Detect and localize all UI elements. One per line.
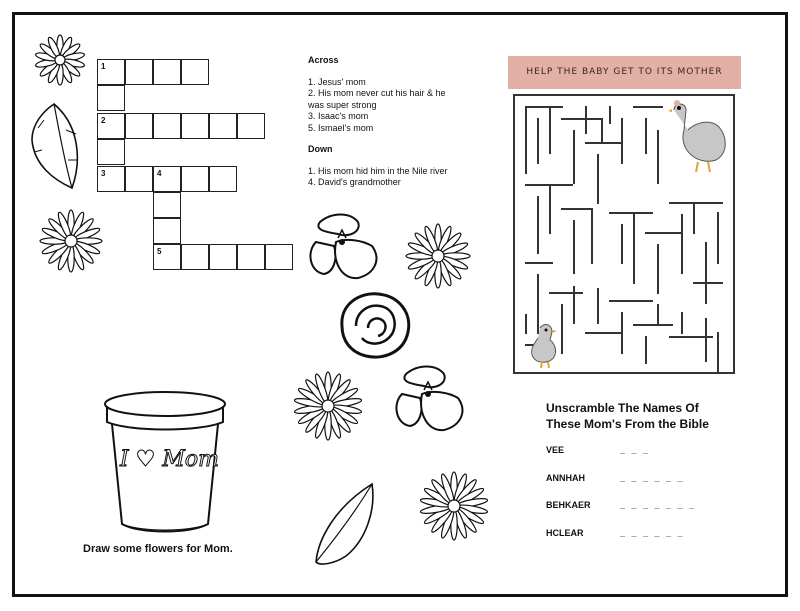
crossword-cell[interactable] [153, 218, 181, 244]
scrambled-word: VEE [546, 445, 565, 455]
clue-number: 4 [157, 169, 162, 178]
scrambled-word: HCLEAR [546, 528, 584, 538]
crossword-cell[interactable] [209, 113, 237, 139]
crossword-cell[interactable] [97, 59, 125, 85]
daisy-icon [404, 222, 472, 290]
crossword-cell[interactable] [153, 244, 181, 270]
answer-blanks[interactable]: _ _ _ _ _ _ [620, 473, 685, 483]
crossword-cell[interactable] [125, 59, 153, 85]
scrambled-word: ANNHAH [546, 473, 585, 483]
crossword-cell[interactable] [181, 59, 209, 85]
hen-icon [668, 100, 730, 175]
crossword-cell[interactable] [265, 244, 293, 270]
crossword-cell[interactable] [125, 166, 153, 192]
clue-number: 2 [101, 116, 106, 125]
unscramble-title-line: Unscramble The Names Of [546, 401, 699, 415]
clue-line: 4. David's grandmother [308, 177, 401, 187]
clue-number: 5 [157, 247, 162, 256]
daisy-icon [30, 30, 90, 90]
across-heading: Across [308, 55, 339, 65]
scrambled-word: BEHKAER [546, 500, 591, 510]
crossword-cell[interactable] [97, 139, 125, 165]
crossword-cell[interactable] [97, 85, 125, 111]
maze-banner: HELP THE BABY GET TO ITS MOTHER [508, 56, 741, 89]
crossword-cell[interactable] [181, 113, 209, 139]
crossword-cell[interactable] [153, 166, 181, 192]
leaf-icon [24, 100, 84, 195]
crossword-cell[interactable] [181, 244, 209, 270]
rose-icon [334, 290, 414, 362]
crossword-cell[interactable] [153, 59, 181, 85]
clue-line: 3. Isaac's mom [308, 111, 369, 121]
draw-caption: Draw some flowers for Mom. [83, 543, 233, 555]
answer-blanks[interactable]: _ _ _ _ _ _ _ [620, 500, 697, 510]
unscramble-title [546, 400, 776, 432]
crossword-cell[interactable] [237, 244, 265, 270]
crossword-cell[interactable] [153, 113, 181, 139]
down-heading: Down [308, 144, 333, 154]
clue-line: 5. Ismael's mom [308, 122, 374, 133]
clue-line: 1. His mom hid him in the Nile river [308, 165, 448, 176]
pot-lettering: I ♥ Mom [120, 447, 220, 472]
crossword-cell[interactable] [97, 166, 125, 192]
crossword-cell[interactable] [237, 113, 265, 139]
pansy-icon [388, 364, 470, 434]
crossword-cell[interactable] [125, 113, 153, 139]
crossword-cell[interactable] [181, 166, 209, 192]
crossword-cell[interactable] [209, 166, 237, 192]
daisy-icon [38, 208, 104, 274]
answer-blanks[interactable]: _ _ _ [620, 445, 651, 455]
daisy-icon [418, 470, 490, 542]
leaf-icon [310, 480, 378, 570]
crossword-cell[interactable] [97, 113, 125, 139]
clue-line: 2. His mom never cut his hair & he [308, 88, 446, 98]
crossword-clues [308, 55, 448, 189]
clue-line: 1. Jesus' mom [308, 76, 366, 87]
answer-blanks[interactable]: _ _ _ _ _ _ [620, 528, 685, 538]
chick-icon [524, 320, 564, 370]
clue-line: was super strong [308, 99, 377, 110]
crossword-cell[interactable] [209, 244, 237, 270]
daisy-icon [292, 370, 364, 442]
pansy-icon [302, 212, 384, 282]
clue-number: 3 [101, 169, 106, 178]
flower-pot-icon [100, 388, 230, 538]
crossword-cell[interactable] [153, 192, 181, 218]
unscramble-title-line: These Mom's From the Bible [546, 417, 709, 431]
clue-number: 1 [101, 62, 106, 71]
